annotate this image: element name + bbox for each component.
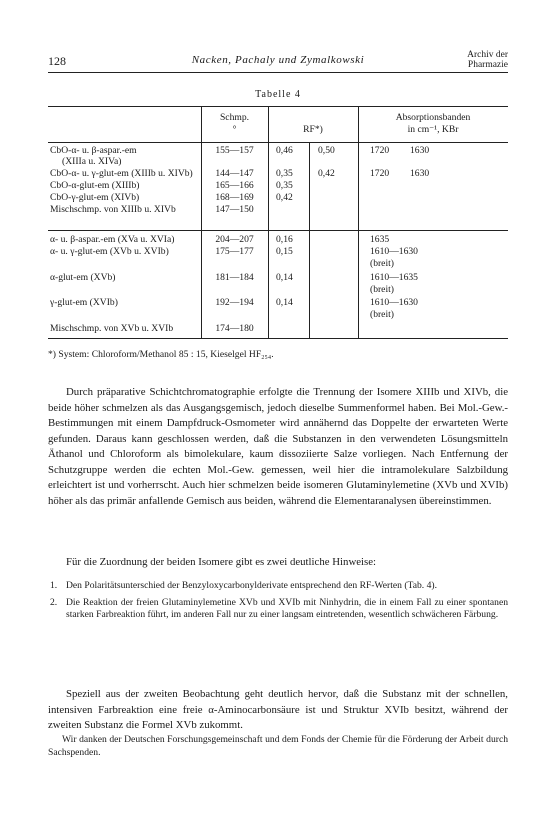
- row-schmp: 155—157: [215, 145, 254, 156]
- list-item: [48, 597, 508, 622]
- row-absorption: 1610—1630: [370, 246, 418, 257]
- row-rf: 0,14: [276, 297, 293, 308]
- table-footnote: *) System: Chloroform/Methanol 85 : 15, Kieselgel HF₂₅₄.: [48, 349, 274, 360]
- row-rf: 0,15: [276, 246, 293, 257]
- table-col-divider: [268, 106, 269, 338]
- row-absorption-note: (breit): [370, 258, 394, 269]
- table-rule-middle: [48, 230, 508, 231]
- col-header-schmp: Schmp.: [219, 112, 250, 123]
- row-schmp: 174—180: [215, 323, 254, 334]
- table-caption: Tabelle 4: [255, 89, 301, 100]
- row-compound: CbO-γ-glut-em (XIVb): [50, 192, 140, 203]
- list-item-text: Die Reaktion der freien Glutaminylemetine XVb und XVIb mit Ninhydrin, die in einem Fall zu einer spontanen starken Farbreaktion führt, im anderen Fall nur zu einer langsam eintretenden, wesentlich schwächeren Färbung.: [66, 596, 508, 620]
- row-absorption: 1635: [370, 234, 390, 245]
- row-rf: 0,42: [318, 168, 335, 179]
- row-absorption: 1720: [370, 145, 390, 156]
- row-compound: γ-glut-em (XVIb): [50, 297, 118, 308]
- row-absorption: 1630: [410, 145, 430, 156]
- col-header-absorption-unit: in cm⁻¹, KBr: [407, 124, 459, 135]
- table-rule-bottom: [48, 338, 508, 339]
- list-item-number: 1.: [50, 580, 58, 591]
- row-rf: 0,35: [276, 180, 293, 191]
- row-compound: α- u. γ-glut-em (XVb u. XVIb): [50, 246, 169, 257]
- row-schmp: 168—169: [215, 192, 254, 203]
- list-item: [48, 580, 508, 593]
- col-header-rf: RF*): [303, 124, 323, 135]
- col-header-schmp-unit: °: [232, 124, 237, 135]
- row-schmp: 204—207: [215, 234, 254, 245]
- list-item-number: 2.: [50, 596, 58, 608]
- row-rf: 0,35: [276, 168, 293, 179]
- running-authors: Nacken, Pachaly und Zymalkowski: [191, 54, 365, 66]
- page-number: 128: [48, 54, 66, 68]
- row-schmp: 165—166: [215, 180, 254, 191]
- journal-line-1: Archiv der: [467, 50, 508, 60]
- row-schmp: 144—147: [215, 168, 254, 179]
- row-absorption: 1610—1630: [370, 297, 418, 308]
- row-rf: 0,46: [276, 145, 293, 156]
- table-col-divider: [309, 230, 310, 338]
- journal-name: [467, 50, 508, 70]
- journal-line-2: Pharmazie: [467, 60, 508, 70]
- hint-list: [48, 580, 508, 626]
- body-paragraph: Speziell aus der zweiten Beobachtung geht deutlich hervor, daß die Substanz mit der schnellen, intensiven Farbreaktion eine freie α-Aminocarbonsäure ist und Struktur XVIb besitzt, während der zweiten Substanz die Formel XVb zukommt.: [48, 688, 508, 731]
- body-paragraph: Durch präparative Schichtchromatographie erfolgte die Trennung der Isomere XIIIb und XIVb, die beide höher schmelzen als das Ausgangsgemisch, jedoch dieselbe Summenformel haben. Bei Mol.-Gew.-Bestimmungen mit einem Dampfdruck-Osmometer wird annähernd das Doppelte der erwarteten Werte gefunden. Daraus kann geschlossen werden, daß die Substanzen in den verwendeten Lösungsmitteln Äthanol und Chloroform als bimolekulare, kaum dissoziierte Salze vorliegen. Nach Entfernung der Schutzgruppe werden die echten Mol.-Gew. gemessen, weil hier die intramolekulare Salzbildung erleichtert ist und vorherrscht. Auch hier schmelzen beide isomeren Glutaminylemetine (XVb und XVIb) höher als das primär anfallende Gemisch aus beiden, während die Elementaranalysen übereinstimmen.: [48, 386, 508, 507]
- col-header-absorption: Absorptionsbanden: [395, 112, 471, 123]
- table-col-divider: [358, 106, 359, 338]
- row-compound: Mischschmp. von XVb u. XVIb: [50, 323, 174, 334]
- table-rule-top: [48, 106, 508, 107]
- row-schmp: 175—177: [215, 246, 254, 257]
- row-compound: CbO-α- u. β-aspar.-em: [50, 145, 137, 156]
- row-compound-cont: (XIIIa u. XIVa): [62, 156, 122, 167]
- running-header: [48, 50, 508, 72]
- table-rule-header: [48, 142, 508, 143]
- row-compound: CbO-α- u. γ-glut-em (XIIIb u. XIVb): [50, 168, 193, 179]
- row-absorption-note: (breit): [370, 309, 394, 320]
- row-schmp: 181—184: [215, 272, 254, 283]
- row-compound: α-glut-em (XVb): [50, 272, 116, 283]
- row-rf: 0,42: [276, 192, 293, 203]
- row-schmp: 192—194: [215, 297, 254, 308]
- row-compound: α- u. β-aspar.-em (XVa u. XVIa): [50, 234, 175, 245]
- row-absorption: 1610—1635: [370, 272, 418, 283]
- row-absorption: 1720: [370, 168, 390, 179]
- row-rf: 0,50: [318, 145, 335, 156]
- table-col-divider: [309, 142, 310, 230]
- list-item-text: Den Polaritätsunterschied der Benzyloxycarbonylderivate entsprechend den RF-Werten (Tab. 4).: [66, 580, 437, 591]
- row-compound: Mischschmp. von XIIIb u. XIVb: [50, 204, 176, 215]
- row-compound: CbO-α-glut-em (XIIIb): [50, 180, 140, 191]
- body-paragraph: Für die Zuordnung der beiden Isomere gibt es zwei deutliche Hinweise:: [66, 556, 377, 568]
- header-rule: [48, 72, 508, 73]
- row-rf: 0,14: [276, 272, 293, 283]
- row-absorption: 1630: [410, 168, 430, 179]
- row-rf: 0,16: [276, 234, 293, 245]
- acknowledgement: Wir danken der Deutschen Forschungsgemeinschaft und dem Fonds der Chemie für die Förderung der Arbeit durch Sachspenden.: [48, 734, 508, 758]
- row-absorption-note: (breit): [370, 284, 394, 295]
- row-schmp: 147—150: [215, 204, 254, 215]
